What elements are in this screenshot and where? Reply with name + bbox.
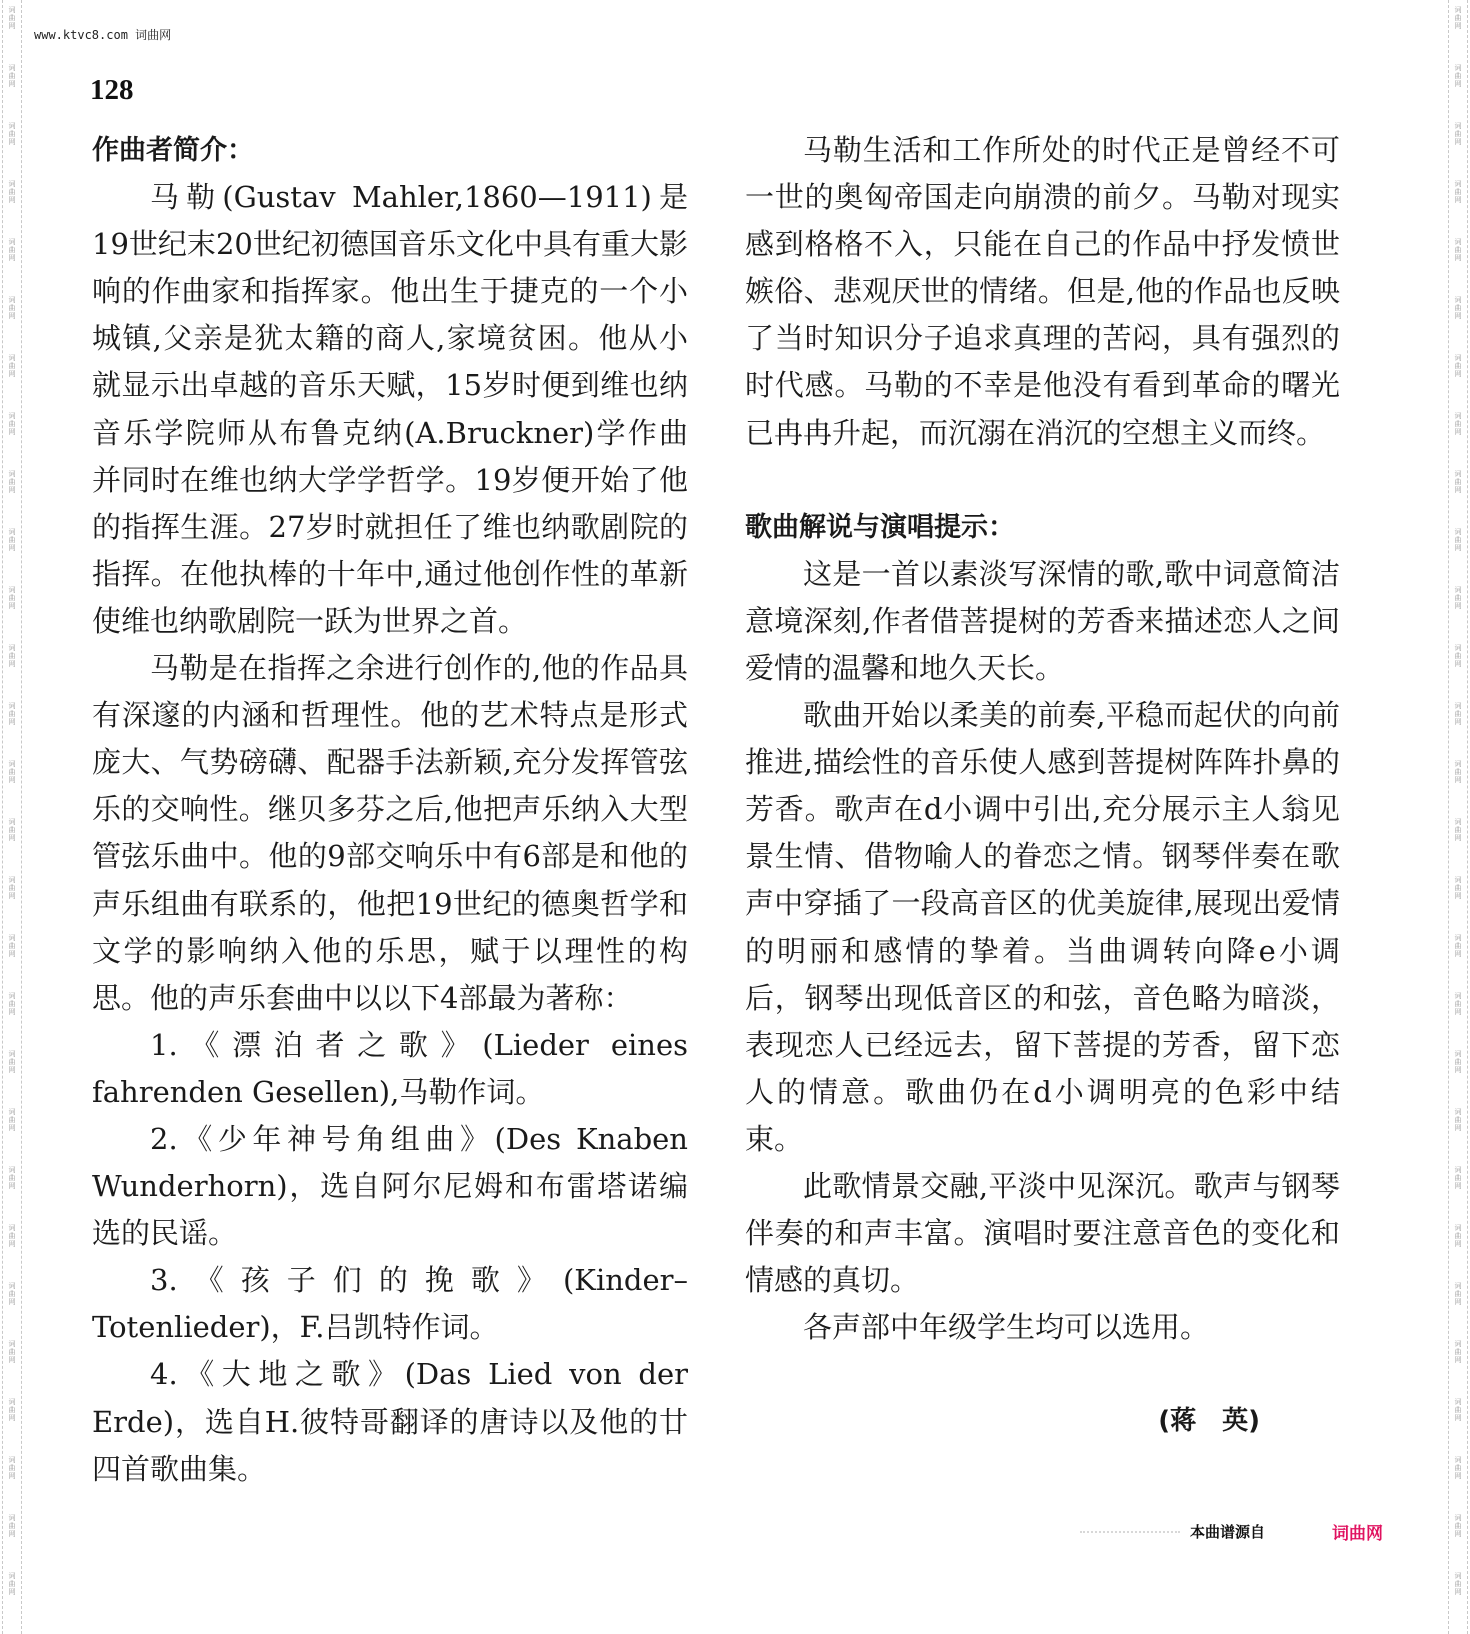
- edge-watermark: 词曲网: [8, 6, 16, 30]
- site-header[interactable]: www.ktvc8.com 词曲网: [34, 28, 172, 42]
- edge-watermark: 词曲网: [8, 238, 16, 262]
- edge-watermark: 词曲网: [8, 1340, 16, 1364]
- edge-watermark: 词曲网: [8, 1398, 16, 1422]
- edge-watermark: 词曲网: [1454, 702, 1462, 726]
- edge-watermark: 词曲网: [1454, 354, 1462, 378]
- composer-style-paragraph: 马勒是在指挥之余进行创作的,他的作品具有深邃的内涵和哲理性。他的艺术特点是形式庞大、气势磅礴、配器手法新颖,充分发挥管弦乐的交响性。继贝多芬之后,他把声乐纳入大型管弦乐曲中。他的9部交响乐中有6部是和他的声乐组曲有联系的，他把19世纪的德奥哲学和文学的影响纳入他的乐思，赋于以理性的构思。他的声乐套曲中以以下4部最为著称：: [92, 651, 688, 1015]
- edge-watermark: 词曲网: [1454, 1050, 1462, 1074]
- edge-watermark: 词曲网: [8, 818, 16, 842]
- edge-watermark: 词曲网: [8, 1224, 16, 1248]
- edge-watermark: 词曲网: [1454, 1514, 1462, 1538]
- right-column: [745, 127, 1340, 1445]
- song-cycle-item: 3.《孩子们的挽歌》(Kinder–Totenlieder)，F.吕凯特作词。: [92, 1263, 688, 1345]
- edge-watermark: 词曲网: [8, 934, 16, 958]
- edge-watermark: 词曲网: [1454, 64, 1462, 88]
- edge-watermark: 词曲网: [8, 702, 16, 726]
- edge-watermark: 词曲网: [8, 992, 16, 1016]
- edge-watermark: 词曲网: [8, 354, 16, 378]
- footer-dotted-divider: [1080, 1531, 1180, 1533]
- edge-watermark: 词曲网: [1454, 876, 1462, 900]
- song-cycle-item: 4.《大地之歌》(Das Lied von der Erde)，选自H.彼特哥翻译的唐诗以及他的廿四首歌曲集。: [92, 1357, 688, 1486]
- song-notes-paragraph: 此歌情景交融,平淡中见深沉。歌声与钢琴伴奏的和声丰富。演唱时要注意音色的变化和情感的真切。: [745, 1168, 1340, 1298]
- edge-watermark: 词曲网: [8, 644, 16, 668]
- edge-watermark: 词曲网: [1454, 992, 1462, 1016]
- edge-watermark: 词曲网: [1454, 760, 1462, 784]
- edge-watermark: 词曲网: [8, 180, 16, 204]
- left-column: [92, 127, 688, 1493]
- song-notes-heading: 歌曲解说与演唱提示：: [745, 511, 1015, 543]
- footer-source-label: 本曲谱源自: [1190, 1523, 1266, 1541]
- edge-watermark: 词曲网: [8, 1108, 16, 1132]
- page-number: 128: [90, 74, 134, 106]
- edge-watermark: 词曲网: [8, 412, 16, 436]
- edge-watermark: 词曲网: [8, 876, 16, 900]
- song-cycle-item: 1.《漂泊者之歌》(Lieder eines fahrenden Gesellen),马勒作词。: [92, 1027, 688, 1109]
- edge-watermark: 词曲网: [1454, 1166, 1462, 1190]
- edge-watermark: 词曲网: [8, 1282, 16, 1306]
- edge-watermark: 词曲网: [1454, 1572, 1462, 1596]
- footer-brand-logo[interactable]: 词曲网: [1332, 1524, 1383, 1544]
- era-paragraph: 马勒生活和工作所处的时代正是曾经不可一世的奥匈帝国走向崩溃的前夕。马勒对现实感到格格不入，只能在自己的作品中抒发愤世嫉俗、悲观厌世的情绪。但是,他的作品也反映了当时知识分子追求真理的苦闷，具有强烈的时代感。马勒的不幸是他没有看到革命的曙光已冉冉升起，而沉溺在消沉的空想主义而终。: [745, 133, 1340, 450]
- edge-watermark: 词曲网: [8, 1456, 16, 1480]
- edge-watermark: 词曲网: [1454, 934, 1462, 958]
- right-edge-watermark-strip: [1448, 0, 1468, 1634]
- edge-watermark: 词曲网: [1454, 1398, 1462, 1422]
- section-gap: [745, 457, 1340, 504]
- edge-watermark: 词曲网: [8, 470, 16, 494]
- edge-watermark: 词曲网: [8, 1166, 16, 1190]
- song-notes-paragraph: 各声部中年级学生均可以选用。: [803, 1310, 1210, 1345]
- edge-watermark: 词曲网: [1454, 528, 1462, 552]
- edge-watermark: 词曲网: [1454, 1224, 1462, 1248]
- edge-watermark: 词曲网: [8, 1572, 16, 1596]
- edge-watermark: 词曲网: [8, 1050, 16, 1074]
- edge-watermark: 词曲网: [8, 528, 16, 552]
- song-notes-paragraph: 歌曲开始以柔美的前奏,平稳而起伏的向前推进,描绘性的音乐使人感到菩提树阵阵扑鼻的芳香。歌声在d小调中引出,充分展示主人翁见景生情、借物喻人的眷恋之情。钢琴伴奏在歌声中穿插了一段高音区的优美旋律,展现出爱情的明丽和感情的挚着。当曲调转向降e小调后，钢琴出现低音区的和弦，音色略为暗淡，表现恋人已经远去，留下菩提的芳香，留下恋人的情意。歌曲仍在d小调明亮的色彩中结束。: [745, 698, 1340, 1156]
- edge-watermark: 词曲网: [1454, 1456, 1462, 1480]
- edge-watermark: 词曲网: [1454, 1340, 1462, 1364]
- edge-watermark: 词曲网: [1454, 412, 1462, 436]
- edge-watermark: 词曲网: [1454, 586, 1462, 610]
- author-signature: (蒋 英): [1158, 1406, 1260, 1437]
- song-cycle-item: 2.《少年神号角组曲》(Des Knaben Wunderhorn)，选自阿尔尼姆和布雷塔诺编选的民谣。: [92, 1121, 688, 1251]
- edge-watermark: 词曲网: [1454, 1108, 1462, 1132]
- section-gap: [745, 1351, 1340, 1398]
- edge-watermark: 词曲网: [1454, 180, 1462, 204]
- composer-bio-paragraph: 马勒(Gustav Mahler,1860—1911)是19世纪末20世纪初德国音乐文化中具有重大影响的作曲家和指挥家。他出生于捷克的一个小城镇,父亲是犹太籍的商人,家境贫困。他从小就显示出卓越的音乐天赋，15岁时便到维也纳音乐学院师从布鲁克纳(A.Bruckner)学作曲并同时在维也纳大学学哲学。19岁便开始了他的指挥生涯。27岁时就担任了维也纳歌剧院的指挥。在他执棒的十年中,通过他创作性的革新使维也纳歌剧院一跃为世界之首。: [92, 180, 688, 638]
- edge-watermark: 词曲网: [1454, 238, 1462, 262]
- edge-watermark: 词曲网: [1454, 818, 1462, 842]
- edge-watermark: 词曲网: [8, 760, 16, 784]
- edge-watermark: 词曲网: [1454, 122, 1462, 146]
- song-notes-paragraph: 这是一首以素淡写深情的歌,歌中词意简洁意境深刻,作者借菩提树的芳香来描述恋人之间爱情的温馨和地久天长。: [745, 556, 1340, 685]
- edge-watermark: 词曲网: [8, 296, 16, 320]
- edge-watermark: 词曲网: [8, 64, 16, 88]
- edge-watermark: 词曲网: [1454, 6, 1462, 30]
- edge-watermark: 词曲网: [8, 586, 16, 610]
- edge-watermark: 词曲网: [8, 1514, 16, 1538]
- left-edge-watermark-strip: [2, 0, 22, 1634]
- edge-watermark: 词曲网: [1454, 296, 1462, 320]
- edge-watermark: 词曲网: [1454, 470, 1462, 494]
- edge-watermark: 词曲网: [1454, 1282, 1462, 1306]
- edge-watermark: 词曲网: [1454, 644, 1462, 668]
- edge-watermark: 词曲网: [8, 122, 16, 146]
- composer-intro-heading: 作曲者简介：: [92, 135, 254, 166]
